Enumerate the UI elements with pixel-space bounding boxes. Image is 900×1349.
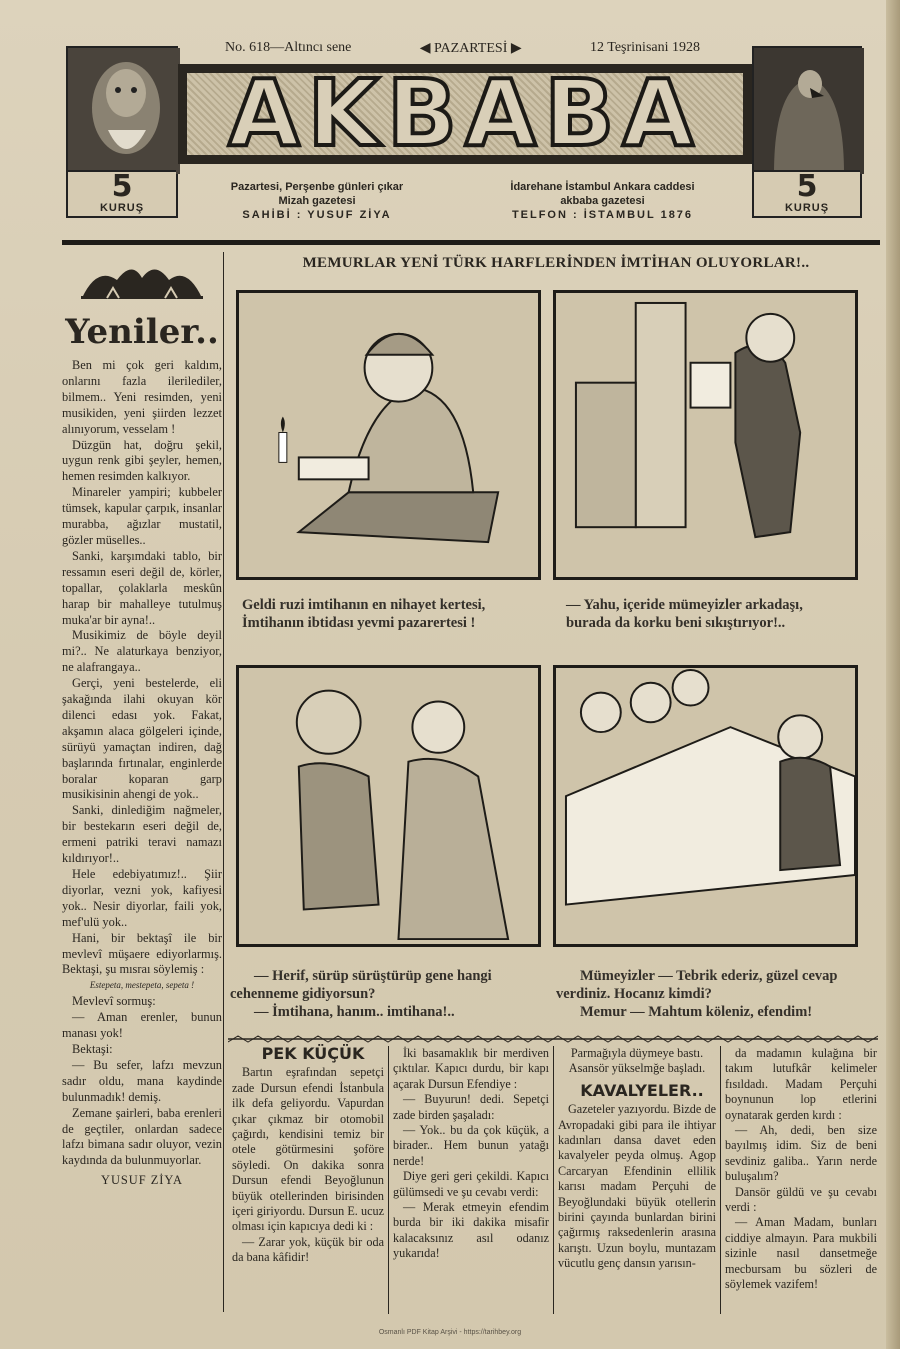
story-title: PEK KÜÇÜK: [261, 1044, 365, 1063]
story-pek-kucuk: PEK KÜÇÜK Bartın eşrafından sepetçi zade Dursun efendi İstanbula ilk defa geliyordu. Vapurdan çıkar çıkmaz bir otomobil çağırdı, kendisini temiz bir otele götürmesini şoföre söyledi. On dakika sonra Dursun efendi Beyoğlunun büyük otellerinden birisinden içeri giriyordu. Dursun E. ucuz olması için kapıcıya dedi ki : — Zarar yok, küçük bir oda da bana kâfidir!: [232, 1044, 384, 1265]
column-divider: [223, 252, 224, 1312]
comic-caption-3: — Herif, sürüp sürüştürüp gene hangi cehenneme gidiyorsun? — İmtihana, hanım.. imtihana!..: [230, 968, 492, 1020]
office-info: İdarehane İstambul Ankara caddesi akbaba gazetesi TELFON : İSTAMBUL 1876: [510, 181, 695, 221]
comic-panel-couple: [236, 665, 541, 947]
verse-quote: Estepeta, mestepeta, sepeta !: [89, 980, 195, 991]
price-box-right: 5 KURUŞ: [754, 170, 860, 216]
column-divider: [720, 1046, 721, 1314]
bird-illustration-left: [68, 48, 180, 174]
story-title: KAVALYELER..: [580, 1080, 704, 1100]
comic-caption-4: Mümeyizler — Tebrik ederiz, güzel cevap verdiniz. Hocanız kimdi? Memur — Mahtum köleniz, efendim!: [556, 968, 838, 1020]
author-signature: YUSUF ZİYA: [101, 1173, 183, 1188]
masthead-rule: [62, 240, 880, 245]
akbaba-logo: [178, 60, 752, 167]
zigzag-divider: [228, 1034, 878, 1044]
page-edge-shadow: [886, 0, 900, 1349]
vulture-portrait-left: [66, 46, 178, 218]
comic-panel-examiners: [553, 665, 858, 947]
logo-text: AKBABA: [228, 60, 702, 167]
article-title: Yeniler..: [65, 312, 219, 352]
masthead-dateline: [225, 40, 700, 57]
price-box-left: 5 KURUŞ: [68, 170, 176, 216]
issue-number: No. 618—Altıncı sene: [225, 40, 352, 55]
comic-panel-studying: [236, 290, 541, 580]
vulture-illustration-right: [754, 48, 864, 174]
editorial-column: [62, 252, 222, 1189]
comic-headline: MEMURLAR YENİ TÜRK HARFLERİNDEN İMTİHAN OLUYORLAR!..: [302, 255, 810, 271]
comic-caption-2: — Yahu, içeride mümeyizler arkadaşı, burada da korku beni sıkıştırıyor!..: [566, 597, 803, 631]
publication-info: Pazartesi, Perşenbe günleri çıkar Mizah gazetesi SAHİBİ : YUSUF ZİYA: [230, 181, 404, 221]
story-kavalyeler: Parmağıyla düymeye bastı. Asansör yükselmğe başladı. KAVALYELER.. Gazeteler yazıyordu. Bizde de Avropadaki gibi para ile ihtiyar kadınları dansa davet eden kavalyeler peyda olmuş. Agop Carcaryan Efendinin ellilik karısı madam Perçuhi de Beyoğlundaki büyük otellerin birini çayında bunlardan birini çağırmış raksedenlerin arasına karıştı. Uzun boylu, muntazam vücutlu genç dansın yarısın-: [558, 1046, 716, 1271]
story-pek-kucuk-continued: İki basamaklık bir merdiven çıktılar. Kapıcı durdu, bir kapı açarak Dursun Efendiye : — Buyurun! dedi. Sepetçi zade birden şaşaladı: — Yok.. bu da çok küçük, a birader.. Hem bunun yatağı nerde! Diye geri geri çekildi. Kapıcı gülümsedi ve şu cevabı verdi: — Merak etmeyin efendim burda bir iki dakika misafir kalacaksınız asıl odanız yukarıda!: [393, 1046, 549, 1261]
archive-footer: Osmanlı PDF Kitap Arşivi - https://tarihbey.org: [378, 1329, 522, 1336]
comic-caption-1: Geldi ruzi imtihanın en nihayet kertesi, İmtihanın ibtidası yevmi pazarertesi !: [242, 597, 486, 631]
comic-panel-door: [553, 290, 858, 580]
tree-ornament-icon: [77, 258, 207, 302]
vulture-portrait-right: [752, 46, 862, 218]
issue-date: 12 Teşrinisani 1928: [590, 40, 700, 55]
article-body: Ben mi çok geri kaldım, onlarını fazla ilerilediler, bilmem.. Yeni resimden, yeni musikiden, yeni şiirden lezzet alınıyorum, vesselam ! Düzgün hat, doğru şekil, uygun renk gibi şeyler, hemen, hemen resimden kalkıyor. Minareler yampiri; kubbeler tümsek, kapular çarpık, insanlar murabba, ağızlar mustatil, gözler müselles.. Sanki, karşımdaki tablo, bir ressamın eseri değil de, körler, topallar, çolaklarla meskûn harap bir mahalleye tutulmuş muka'ar bir ayna!.. Musikimiz de böyle deyil mi?.. Ne alaturkaya benziyor, ne alafrangaya.. Gerçi, yeni bestelerde, eli şakağında ilahi okuyan kör dilenci edası yok. Fakat, akşamın alaca gölgeleri içinde, sürüyü yamaçtan indiren, dağ başlarında fırtınalar, enginlerde boralar koparan garp musikisinin ahengi de yok.. Sanki, dinlediğim nağmeler, bir bestekarın eseri değil de, ermeni patriki teravi namazı kıldırıyor!.. Hele edebiyatımız!.. Şiir diyorlar, vezni yok, kafiyesi yok.. Nesir diyorlar, faili yok, mef'ulü yok.. Hani, bir bektaşî ile bir mevlevî müşaere ediyorlarmış. Bektaşi, şu mısraı söylemiş : Estepeta, mestepeta, sepeta ! Mevlevî sormuş: — Aman erenler, bunun manası yok! Bektaşi: — Bu sefer, lafzı mevzun sadır oldu, mana kaydinde bulunmadık! demiş. Zemane şairleri, baba erenleri de geçtiler, onlardan sadece lafzı bimana sadır oluyor, vezin kaydında da bulunmuyorlar. YUSUF ZİYA: [62, 358, 222, 1188]
day-name: ◀ PAZARTESİ ▶: [419, 41, 522, 56]
column-divider: [553, 1046, 554, 1314]
column-divider: [388, 1046, 389, 1314]
story-kavalyeler-continued: da madamın kulağına bir takım lutufkâr kelimeler fısıldadı. Madam Perçuhi boynunun lop etlerini oynatarak gerden kırdı : — Ah, dedi, ben size bayılmış idim. Siz de beni sevdiniz galiba.. Yarın nerde buluşalım? Dansör güldü ve şu cevabı verdi : — Aman Madam, bunları ciddiye almayın. Para mukbili sizinle nasıl dansetmeğe mecbursam bu sözleri de söylemek vazifem!: [725, 1046, 877, 1292]
